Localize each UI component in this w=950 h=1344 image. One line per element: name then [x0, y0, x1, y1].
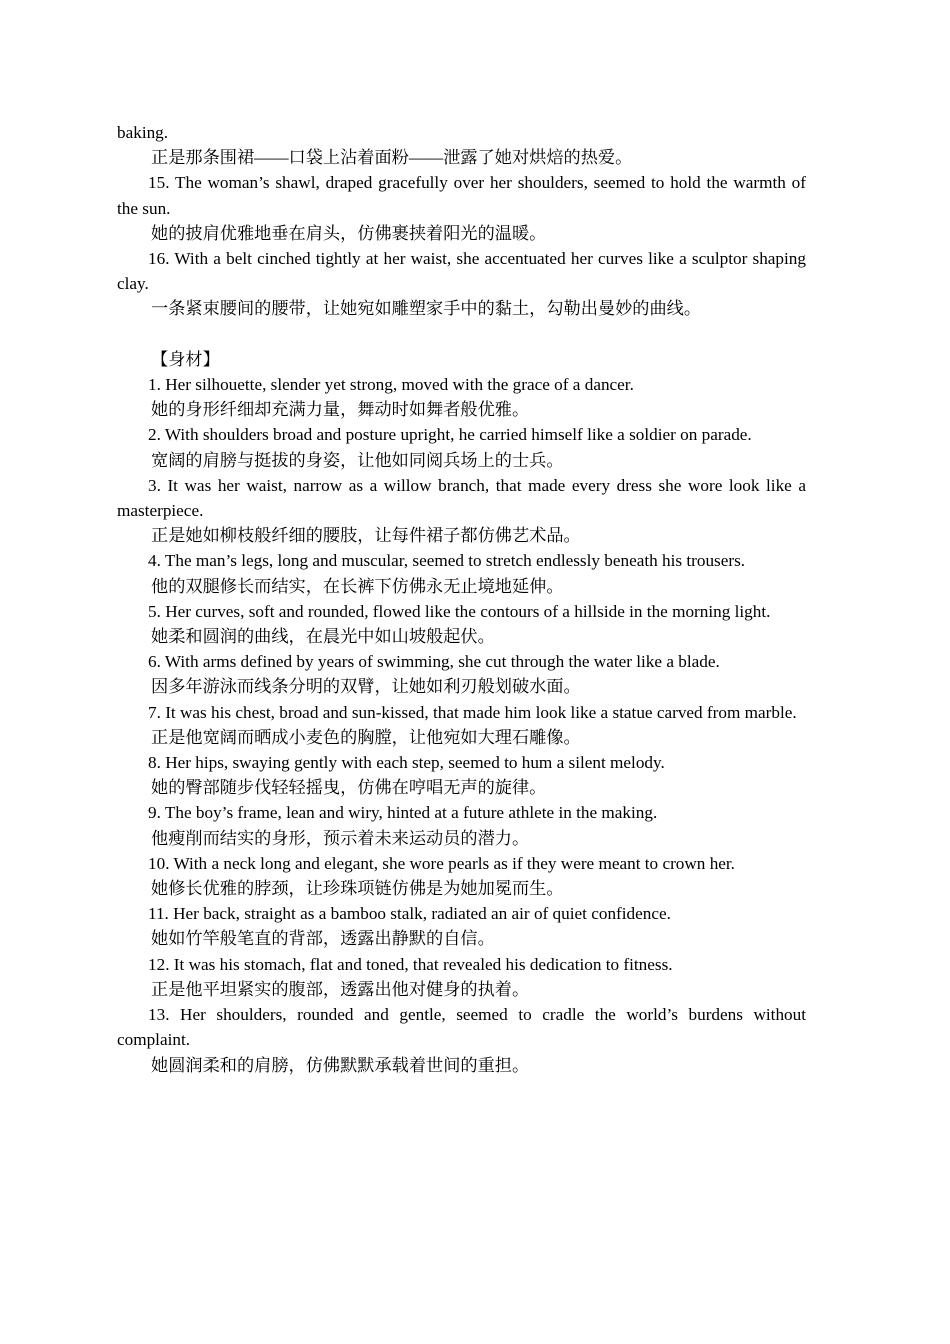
english-sentence-line: 8. Her hips, swaying gently with each step, seemed to hum a silent melody. — [148, 753, 665, 773]
english-sentence-line: 2. With shoulders broad and posture upright, he carried himself like a soldier on parade. — [148, 425, 752, 445]
english-sentence-line: 15. The woman’s shawl, draped gracefully over her shoulders, seemed to hold the warmth of the sun. — [117, 173, 806, 218]
carryover-line: baking. — [117, 123, 169, 142]
english-sentence-line: 13. Her shoulders, rounded and gentle, seemed to cradle the world’s burdens without complaint. — [117, 1005, 806, 1050]
english-sentence-line: 7. It was his chest, broad and sun-kissed, that made him look like a statue carved from marble. — [148, 702, 797, 722]
english-sentence-line: 3. It was her waist, narrow as a willow branch, that made every dress she wore look like a masterpiece. — [117, 475, 806, 521]
section-heading: 【身材】 — [151, 349, 220, 369]
english-sentence-line: 16. With a belt cinched tightly at her waist, she accentuated her curves like a sculptor shaping clay. — [117, 249, 806, 294]
english-sentence-line: 10. With a neck long and elegant, she wore pearls as if they were meant to crown her. — [148, 853, 735, 873]
english-sentence-line: 4. The man’s legs, long and muscular, seemed to stretch endlessly beneath his trousers. — [148, 551, 746, 571]
chinese-gloss-line: 她的披肩优雅地垂在肩头，仿佛裹挟着阳光的温暖。 — [151, 223, 547, 243]
chinese-gloss-line: 他的双腿修长而结实，在长裤下仿佛永无止境地延伸。 — [151, 576, 564, 596]
english-sentence-line: 5. Her curves, soft and rounded, flowed like the contours of a hillside in the morning light. — [148, 601, 771, 621]
chinese-gloss-line: 正是他平坦紧实的腹部，透露出他对健身的执着。 — [151, 979, 530, 999]
english-sentence-line: 12. It was his stomach, flat and toned, that revealed his dedication to fitness. — [148, 954, 673, 974]
chinese-gloss-line: 她修长优雅的脖颈，让珍珠项链仿佛是为她加冕而生。 — [151, 879, 564, 899]
english-sentence-line: 9. The boy’s frame, lean and wiry, hinted at a future athlete in the making. — [148, 803, 658, 823]
chinese-gloss-line: 正是她如柳枝般纤细的腰肢，让每件裙子都仿佛艺术品。 — [151, 526, 581, 546]
chinese-gloss-line: 正是那条围裙——口袋上沾着面粉——泄露了她对烘焙的热爱。 — [151, 148, 633, 168]
chinese-gloss-line: 一条紧束腰间的腰带，让她宛如雕塑家手中的黏土，勾勒出曼妙的曲线。 — [151, 299, 702, 319]
chinese-gloss-line: 正是他宽阔而晒成小麦色的胸膛，让他宛如大理石雕像。 — [151, 727, 581, 747]
chinese-gloss-line: 她圆润柔和的肩膀，仿佛默默承载着世间的重担。 — [151, 1055, 530, 1075]
chinese-gloss-line: 她的身形纤细却充满力量，舞动时如舞者般优雅。 — [151, 400, 530, 420]
chinese-gloss-line: 他瘦削而结实的身形，预示着未来运动员的潜力。 — [151, 828, 530, 848]
paragraph-gap — [117, 322, 806, 347]
english-sentence-line: 6. With arms defined by years of swimming, she cut through the water like a blade. — [148, 652, 720, 672]
chinese-gloss-line: 宽阔的肩膀与挺拔的身姿，让他如同阅兵场上的士兵。 — [151, 450, 564, 470]
paragraph-list — [117, 145, 806, 1078]
english-sentence-line: 1. Her silhouette, slender yet strong, moved with the grace of a dancer. — [148, 375, 634, 395]
chinese-gloss-line: 她如竹竿般笔直的背部，透露出静默的自信。 — [151, 929, 495, 949]
chinese-gloss-line: 她柔和圆润的曲线，在晨光中如山坡般起伏。 — [151, 627, 495, 647]
english-sentence-line: 11. Her back, straight as a bamboo stalk, radiated an air of quiet confidence. — [148, 904, 671, 924]
chinese-gloss-line: 因多年游泳而线条分明的双臂，让她如利刃般划破水面。 — [151, 677, 581, 697]
document-body — [117, 120, 806, 1078]
chinese-gloss-line: 她的臀部随步伐轻轻摇曳，仿佛在哼唱无声的旋律。 — [151, 778, 547, 798]
